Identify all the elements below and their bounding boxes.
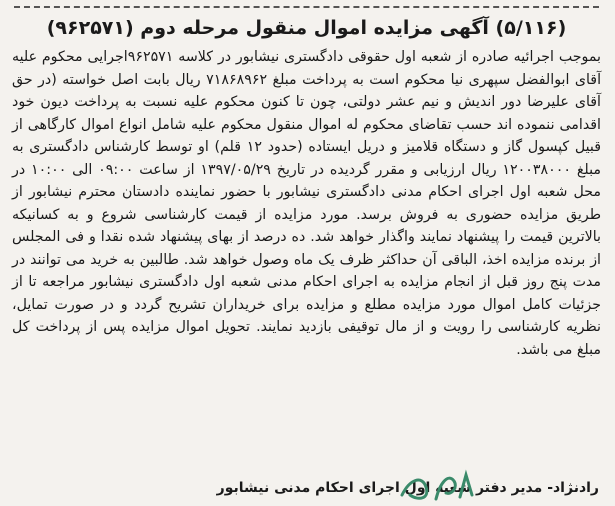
- notice-signature: رادنژاد- مدیر دفتر شعبه اول اجرای احکام مدنی نیشابور: [216, 480, 599, 496]
- auction-notice: [8, 6, 605, 500]
- notice-title: (۵/۱۱۶) آگهی مزایده اموال منقول مرحله دوم (۹۶۲۵۷۱): [46, 17, 567, 39]
- notice-body: بموجب اجرائیه صادره از شعبه اول حقوقی دادگستری نیشابور در کلاسه ۹۶۲۵۷۱اجرایی محکوم علیه آقای ابوالفضل سپهری نیا محکوم است به پرداخت مبلغ ۷۱۸۶۸۹۶۲ ریال بابت اصل خواسته (در حق آقای علیرضا دور اندیش و نیم عشر دولتی، چون تا کنون محکوم علیه نسبت به پرداخت دیون خود اقدامی ننموده اند حسب تقاضای محکوم له اموال منقول محکوم علیه شامل انواع اموال کارگاهی از قبیل کپسول گاز و دستگاه قلامیز و دریل ایستاده (حدود ۱۲ قلم) او توسط کارشناس دادگستری به مبلغ ۱۲۰۰۳۸۰۰۰ ریال ارزیابی و مقرر گردیده در تاریخ ۱۳۹۷/۰۵/۲۹ از ساعت ۰۹:۰۰ الی ۱۰:۰۰ در محل شعبه اول اجرای احکام مدنی دادگستری نیشابور با حضور نماینده دادستان محترم نیشابور از طریق مزایده حضوری به فروش برسد. مورد مزایده از قیمت کارشناسی شروع و به کسانیکه بالاترین قیمت را پیشنهاد نمایند واگذار خواهد شد. ده درصد از بهای پیشنهاد شده نقدا و فی المجلس از برنده مزایده اخذ، الباقی آن حداکثر ظرف یک ماه وصول خواهد شد. طالبین به خرید می توانند در مدت پنج روز قبل از انجام مزایده به اجرای احکام مدنی شعبه اول دادگستری نیشابور مراجعه تا از جزئیات کامل اموال مورد مزایده مطلع و مزایده برای خریداران تشریح گردد و در صورت تمایل، نظریه کارشناسی را رویت و از مال توقیفی بازدید نمایند. تحویل اموال مزایده پس از پرداخت کل مبلغ می باشد.: [12, 49, 602, 358]
- signature-scribble-icon: [396, 465, 486, 505]
- top-dashed-divider: [14, 6, 599, 8]
